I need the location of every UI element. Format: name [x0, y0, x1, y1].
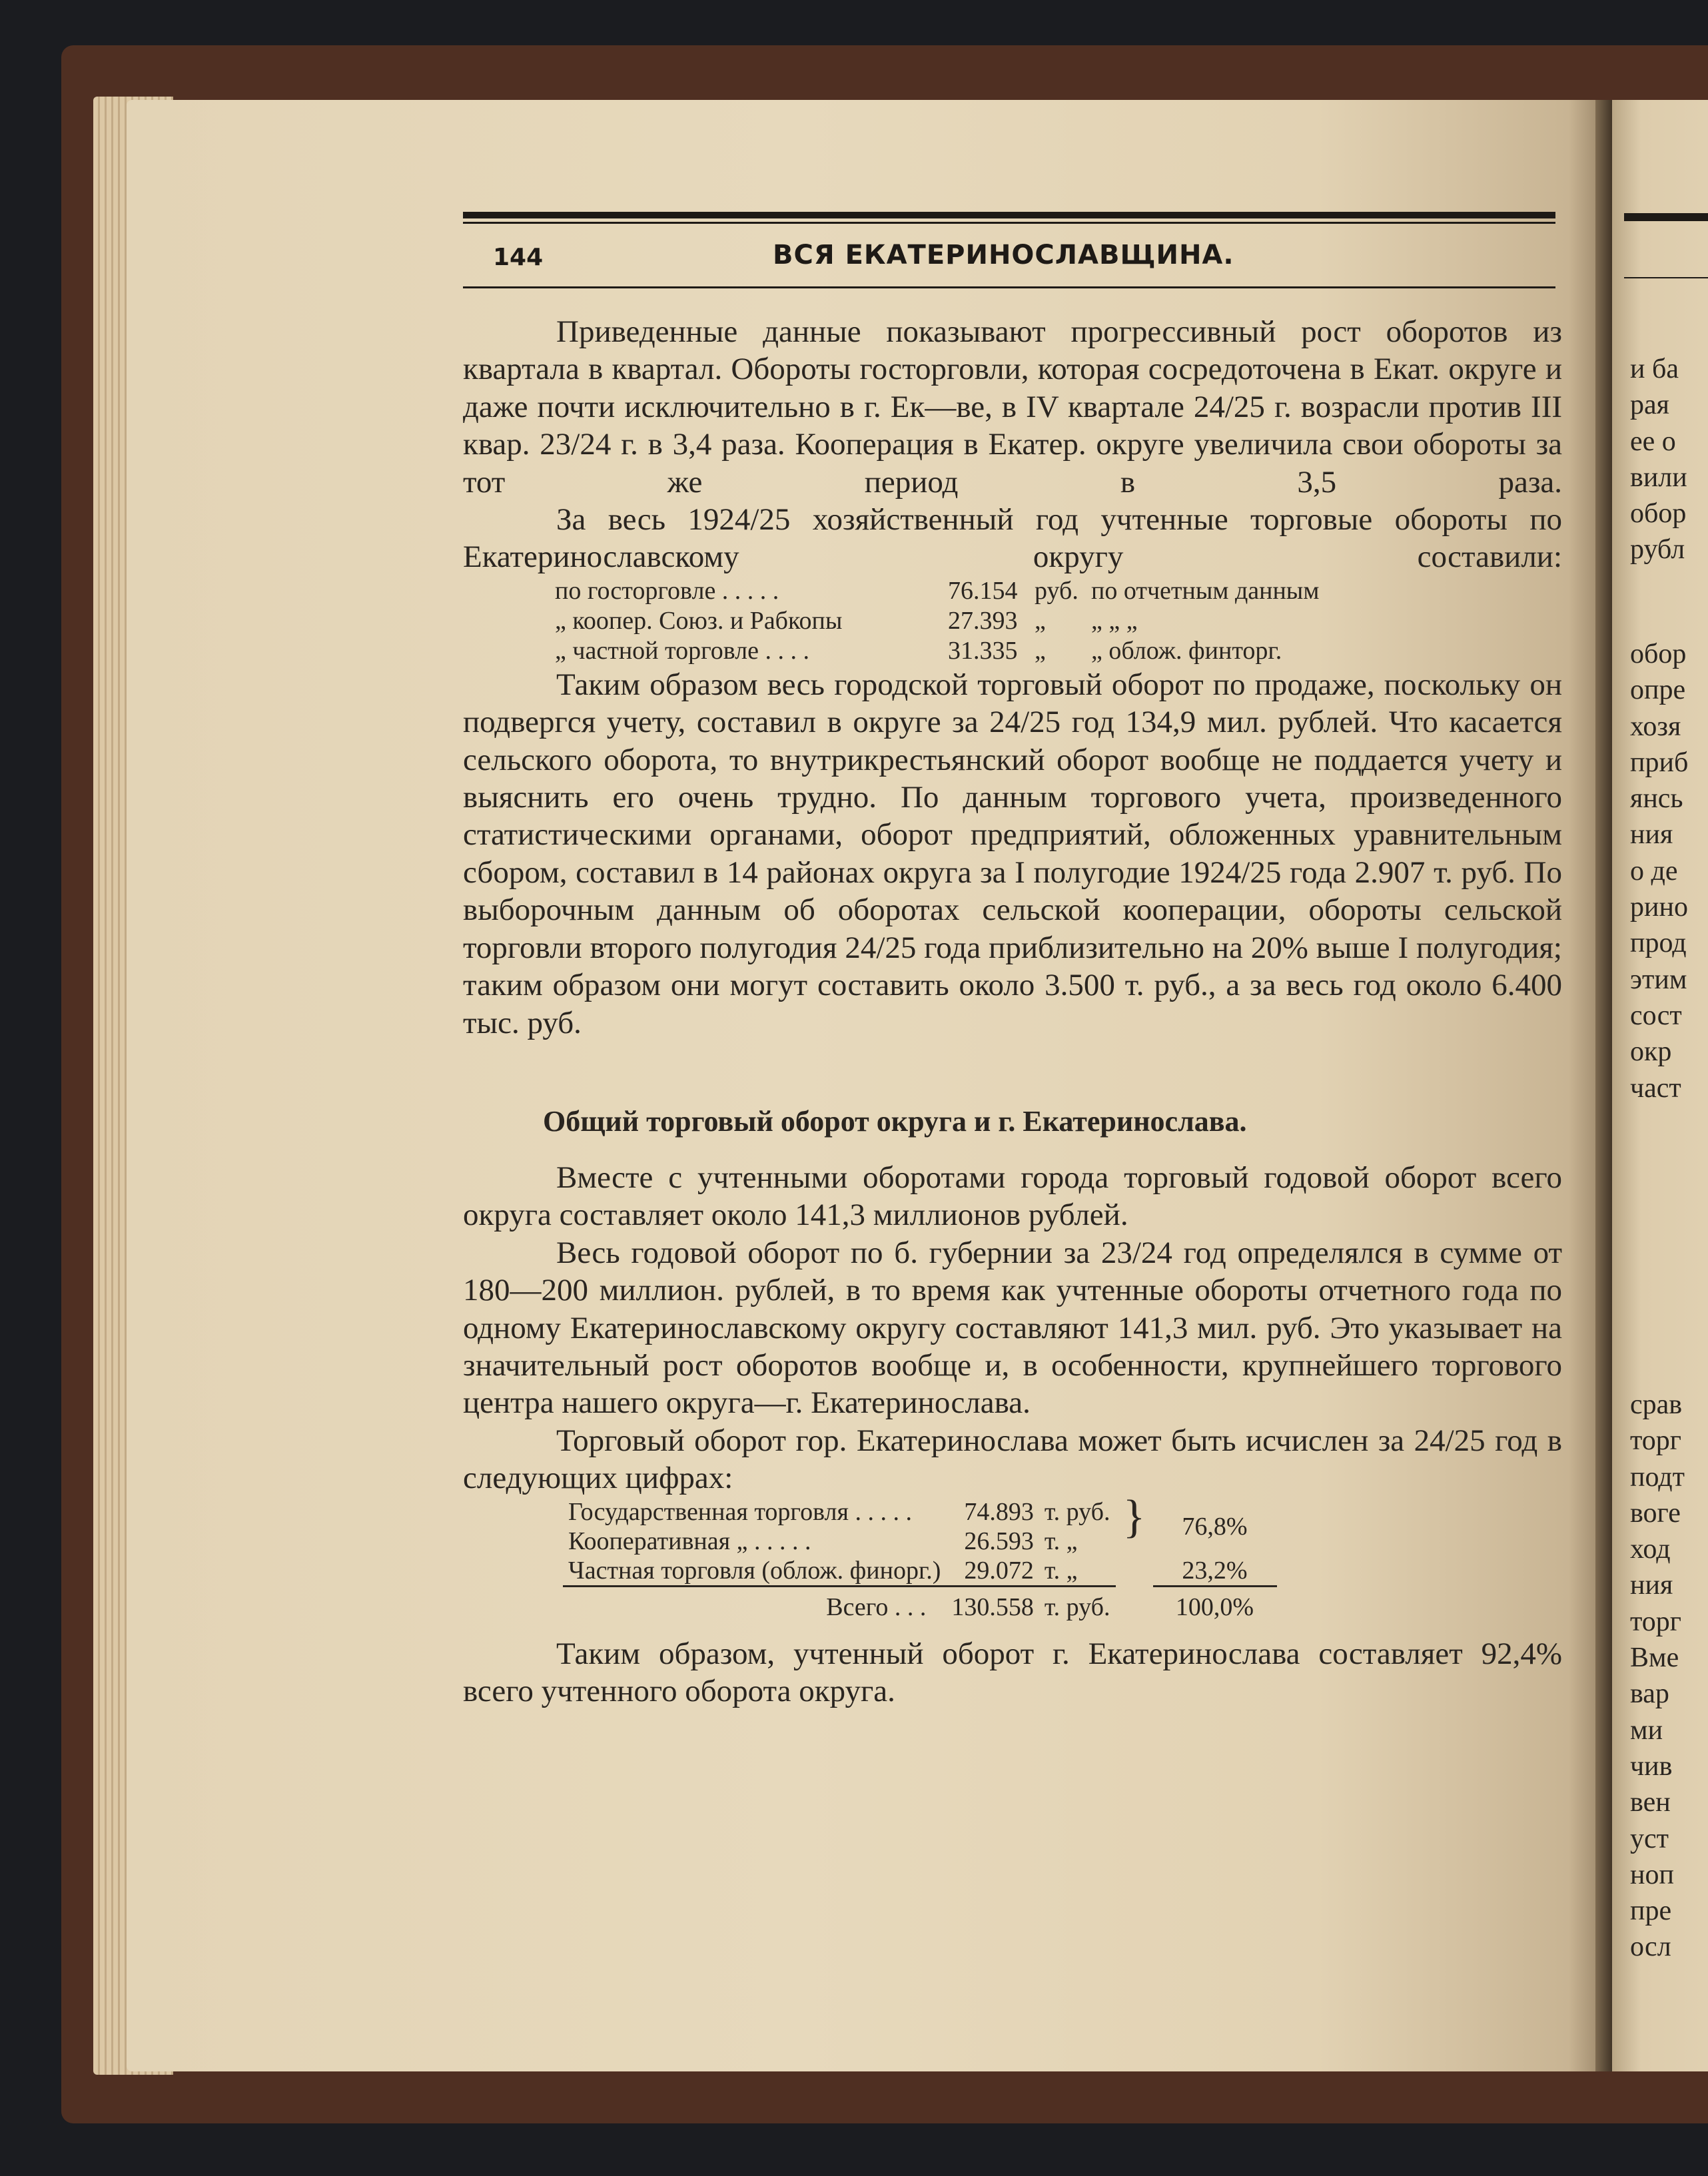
list-item-label: „ коопер. Союз. и Рабкопы — [555, 606, 843, 635]
list-item-value: 27.393 — [948, 606, 1018, 635]
next-page-text-block-2 — [1630, 636, 1708, 1106]
list-item-unit: „ — [1035, 636, 1046, 665]
table-cell-unit: т. руб. — [1044, 1497, 1110, 1526]
page-body — [463, 313, 1562, 1710]
list-item-value: 31.335 — [948, 636, 1018, 665]
next-page-line: обор — [1630, 639, 1687, 669]
next-page-line: и ба — [1630, 354, 1679, 384]
next-page-line: подт — [1630, 1461, 1685, 1493]
table-cell-percent: 76,8% — [1182, 1512, 1248, 1541]
running-head: ВСЯ ЕКАТЕРИНОСЛАВЩИНА. — [773, 240, 1234, 270]
table-cell-unit: т. „ — [1044, 1527, 1078, 1555]
next-page-line: прод — [1630, 928, 1687, 959]
header-rule-thin — [463, 222, 1555, 224]
next-page-line: рино — [1630, 892, 1688, 923]
next-page-line: Вме — [1630, 1642, 1679, 1674]
table-cell-percent: 23,2% — [1153, 1556, 1277, 1587]
next-page-header-rule — [1624, 213, 1708, 221]
table-cell-label: Частная торговля (облож. финорг.) — [563, 1556, 946, 1587]
list-item-value: 76.154 — [948, 576, 1018, 605]
next-page-line: ми — [1630, 1714, 1663, 1746]
table-row — [563, 1497, 1277, 1527]
next-page-line: воге — [1630, 1497, 1681, 1529]
next-page-line: приб — [1630, 747, 1689, 778]
city-turnover-table — [563, 1491, 1277, 1622]
table-total-percent: 100,0% — [1175, 1593, 1254, 1621]
next-page-line: окр — [1630, 1036, 1672, 1068]
table-cell-value: 74.893 — [964, 1497, 1034, 1526]
list-item-note: „ облож. финторг. — [1091, 636, 1282, 665]
next-page-line: осл — [1630, 1932, 1671, 1963]
next-page-line: янсь — [1630, 783, 1683, 815]
next-page-line: сост — [1630, 1000, 1682, 1031]
next-page-line: пре — [1630, 1896, 1672, 1927]
table-total-value: 130.558 — [951, 1593, 1034, 1621]
next-page-line: торг — [1630, 1425, 1682, 1457]
next-page-line: обор — [1630, 498, 1687, 530]
table-row-total — [563, 1586, 1277, 1622]
paragraph-1: Приведенные данные показывают прогрессивный рост оборотов из квартала в квартал. Обороты госторговли, которая сосредоточена в Екат. округе и даже почти исключительно в г. Ек—ве, в IV квартале 24/25 г. возрасли против III квар. 23/24 г. в 3,4 раза. Кооперация в Екатер. округе увеличила свои обороты за тот же период в 3,5 раза. — [463, 314, 1562, 500]
table-cell-spacer — [1116, 1586, 1153, 1622]
section-heading: Общий торговый оборот округа и г. Екатеринослава. — [543, 1104, 1247, 1138]
page-number: 144 — [493, 244, 544, 271]
paragraph-5: Весь годовой оборот по б. губернии за 23/24 год определялся в сумме от 180—200 миллион. рублей, в то время как учтенные обороты отчетного года по одному Екатеринославскому округу составляют 141,3 мил. руб. Это указывает на значительный рост оборотов вообще и, в особенности, крупнейшего торгового центра нашего округа—г. Екатеринослава. — [463, 1235, 1562, 1421]
next-page-line: ния — [1630, 819, 1673, 851]
list-item-note: по отчетным данным — [1091, 576, 1320, 605]
table-cell-spacer — [1116, 1556, 1153, 1587]
table-total-label: Всего . . . — [826, 1593, 927, 1621]
header-underline — [463, 286, 1555, 288]
paragraph-6: Торговый оборот гор. Екатеринослава может быть исчислен за 24/25 год в следующих цифрах: — [463, 1423, 1562, 1496]
table-row — [563, 1556, 1277, 1587]
list-item — [555, 576, 1562, 606]
paragraph-7: Таким образом, учтенный оборот г. Екатеринослава составляет 92,4% всего учтенного оборота округа. — [463, 1636, 1562, 1708]
district-turnover-list — [463, 576, 1562, 666]
next-page-text-block-3 — [1630, 1387, 1708, 1966]
next-page-line: этим — [1630, 964, 1687, 995]
next-page-line: хозя — [1630, 711, 1681, 742]
next-page-line: рая — [1630, 390, 1669, 421]
next-page-line: ния — [1630, 1570, 1673, 1601]
table-cell-unit: т. „ — [1039, 1556, 1116, 1587]
next-page-line: вен — [1630, 1787, 1671, 1818]
brace-symbol: } — [1122, 1491, 1146, 1543]
list-item-unit: „ — [1035, 606, 1046, 635]
header-rule-thick — [463, 212, 1555, 218]
next-page-line: ее о — [1630, 426, 1676, 457]
table-cell-value: 26.593 — [964, 1527, 1034, 1555]
next-page-line: торг — [1630, 1606, 1682, 1637]
book-gutter — [1595, 100, 1614, 2071]
next-page-line: вар — [1630, 1678, 1669, 1710]
paragraph-2: За весь 1924/25 хозяйственный год учтенные торговые обороты по Екатеринославскому округу составили: — [463, 502, 1562, 575]
next-page-line: опре — [1630, 675, 1686, 706]
table-total-unit: т. руб. — [1044, 1593, 1110, 1621]
list-item-label: „ частной торговле . . . . — [555, 636, 810, 665]
next-page-line: рубл — [1630, 534, 1685, 565]
next-page-line: ноп — [1630, 1859, 1674, 1890]
next-page-line: чив — [1630, 1750, 1673, 1782]
next-page-line: вили — [1630, 462, 1687, 493]
next-page-line: о де — [1630, 855, 1678, 887]
list-item-note: „ „ „ — [1091, 606, 1138, 635]
next-page-line: част — [1630, 1072, 1681, 1104]
list-item-unit: руб. — [1035, 576, 1078, 605]
next-page-line: срав — [1630, 1389, 1683, 1420]
list-item — [555, 606, 1562, 636]
table-cell-label: Государственная торговля . . . . . — [568, 1497, 912, 1526]
paragraph-4: Вместе с учтенными оборотами города торговый годовой оборот всего округа составляет около 141,3 миллионов рублей. — [463, 1160, 1562, 1233]
paragraph-3: Таким образом весь городской торговый оборот по продаже, поскольку он подвергся учету, составил в округе за 24/25 год 134,9 мил. рублей. Что касается сельского оборота, то внутрикрестьянский оборот вообще не поддается учету и выяснить его очень трудно. По данным торгового учета, произведенного статистическими органами, оборот предприятий, обложенных уравнительным сбором, составил в 14 районах округа за I полугодие 1924/25 года 2.907 т. руб. По выборочным данным об оборотах сельской кооперации, обороты сельской торговли второго полугодия 24/25 года приблизительно на 20% выше I полугодия; таким образом они могут составить около 3.500 т. руб., а за весь год около 6.400 тыс. руб. — [463, 667, 1562, 1040]
section-gap — [463, 1042, 1562, 1079]
next-page-line: уст — [1630, 1823, 1669, 1854]
next-page-line: ход — [1630, 1534, 1671, 1565]
next-page-header-underline — [1624, 277, 1708, 278]
table-cell-label: Кооперативная „ . . . . . — [568, 1527, 811, 1555]
table-cell-value: 29.072 — [946, 1556, 1039, 1587]
next-page-text-block-1 — [1630, 351, 1708, 568]
list-item-label: по госторговле . . . . . — [555, 576, 779, 605]
list-item — [555, 636, 1562, 666]
